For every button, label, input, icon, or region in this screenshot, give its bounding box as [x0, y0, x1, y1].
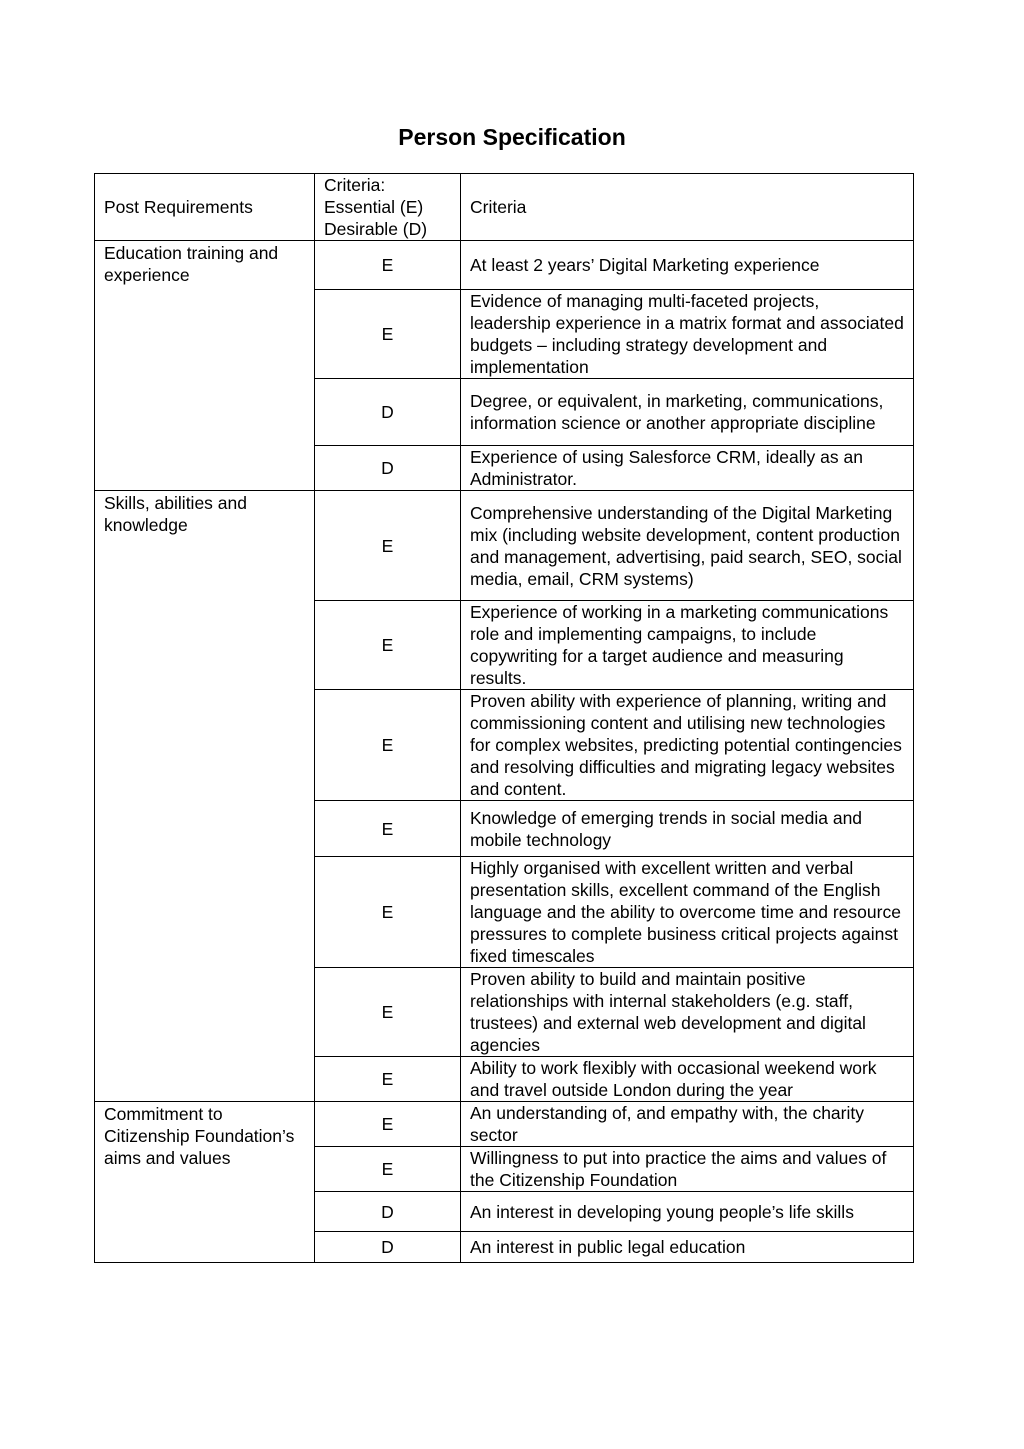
criteria-code-cell: D: [315, 1192, 461, 1232]
criteria-text-cell: Proven ability to build and maintain positive relationships with internal stakeholders (e.g. staff, trustees) and external web development and digital agencies: [461, 968, 914, 1057]
criteria-code-cell: E: [315, 1057, 461, 1102]
criteria-code-cell: E: [315, 690, 461, 801]
criteria-code-cell: E: [315, 801, 461, 857]
table-row: [95, 491, 914, 601]
header-criteria-code-line: Criteria:: [324, 175, 386, 195]
criteria-code-cell: D: [315, 379, 461, 446]
header-criteria-code-line: Desirable (D): [324, 219, 428, 239]
criteria-code-cell: E: [315, 491, 461, 601]
criteria-code-cell: E: [315, 601, 461, 690]
requirement-cell: Skills, abilities and knowledge: [95, 491, 315, 1102]
criteria-code-cell: D: [315, 1232, 461, 1263]
table-row: [95, 241, 914, 290]
criteria-code-cell: E: [315, 241, 461, 290]
criteria-text-cell: An understanding of, and empathy with, the charity sector: [461, 1102, 914, 1147]
criteria-code-cell: E: [315, 290, 461, 379]
criteria-code-cell: E: [315, 857, 461, 968]
criteria-code-cell: E: [315, 1102, 461, 1147]
table-header-row: [95, 174, 914, 241]
criteria-code-cell: E: [315, 1147, 461, 1192]
page-title: Person Specification: [398, 124, 626, 150]
header-criteria-code: [315, 174, 461, 241]
requirement-cell: Education training and experience: [95, 241, 315, 491]
criteria-code-cell: D: [315, 446, 461, 491]
criteria-text-cell: Ability to work flexibly with occasional weekend work and travel outside London during the year: [461, 1057, 914, 1102]
criteria-text-cell: Knowledge of emerging trends in social media and mobile technology: [461, 801, 914, 857]
criteria-code-cell: E: [315, 968, 461, 1057]
criteria-text-cell: An interest in developing young people’s life skills: [461, 1192, 914, 1232]
criteria-text-cell: Evidence of managing multi-faceted projects, leadership experience in a matrix format and associated budgets – including strategy development and implementation: [461, 290, 914, 379]
criteria-text-cell: Willingness to put into practice the aims and values of the Citizenship Foundation: [461, 1147, 914, 1192]
criteria-text-cell: At least 2 years’ Digital Marketing experience: [461, 241, 914, 290]
table-row: [95, 1102, 914, 1147]
criteria-text-cell: Degree, or equivalent, in marketing, communications, information science or another appropriate discipline: [461, 379, 914, 446]
criteria-text-cell: Proven ability with experience of planning, writing and commissioning content and utilising new technologies for complex websites, predicting potential contingencies and resolving difficulties and migrating legacy websites and content.: [461, 690, 914, 801]
criteria-text-cell: Comprehensive understanding of the Digital Marketing mix (including website development, content production and management, advertising, paid search, SEO, social media, email, CRM systems): [461, 491, 914, 601]
criteria-text-cell: Experience of working in a marketing communications role and implementing campaigns, to include copywriting for a target audience and measuring results.: [461, 601, 914, 690]
criteria-text-cell: Experience of using Salesforce CRM, ideally as an Administrator.: [461, 446, 914, 491]
header-criteria-code-line: Essential (E): [324, 197, 424, 217]
header-criteria: Criteria: [461, 174, 914, 241]
criteria-text-cell: Highly organised with excellent written and verbal presentation skills, excellent command of the English language and the ability to overcome time and resource pressures to complete business critical projects against fixed timescales: [461, 857, 914, 968]
requirement-cell: Commitment to Citizenship Foundation’s aims and values: [95, 1102, 315, 1263]
person-specification-table: [94, 173, 914, 1263]
criteria-text-cell: An interest in public legal education: [461, 1232, 914, 1263]
header-post-requirements: Post Requirements: [95, 174, 315, 241]
